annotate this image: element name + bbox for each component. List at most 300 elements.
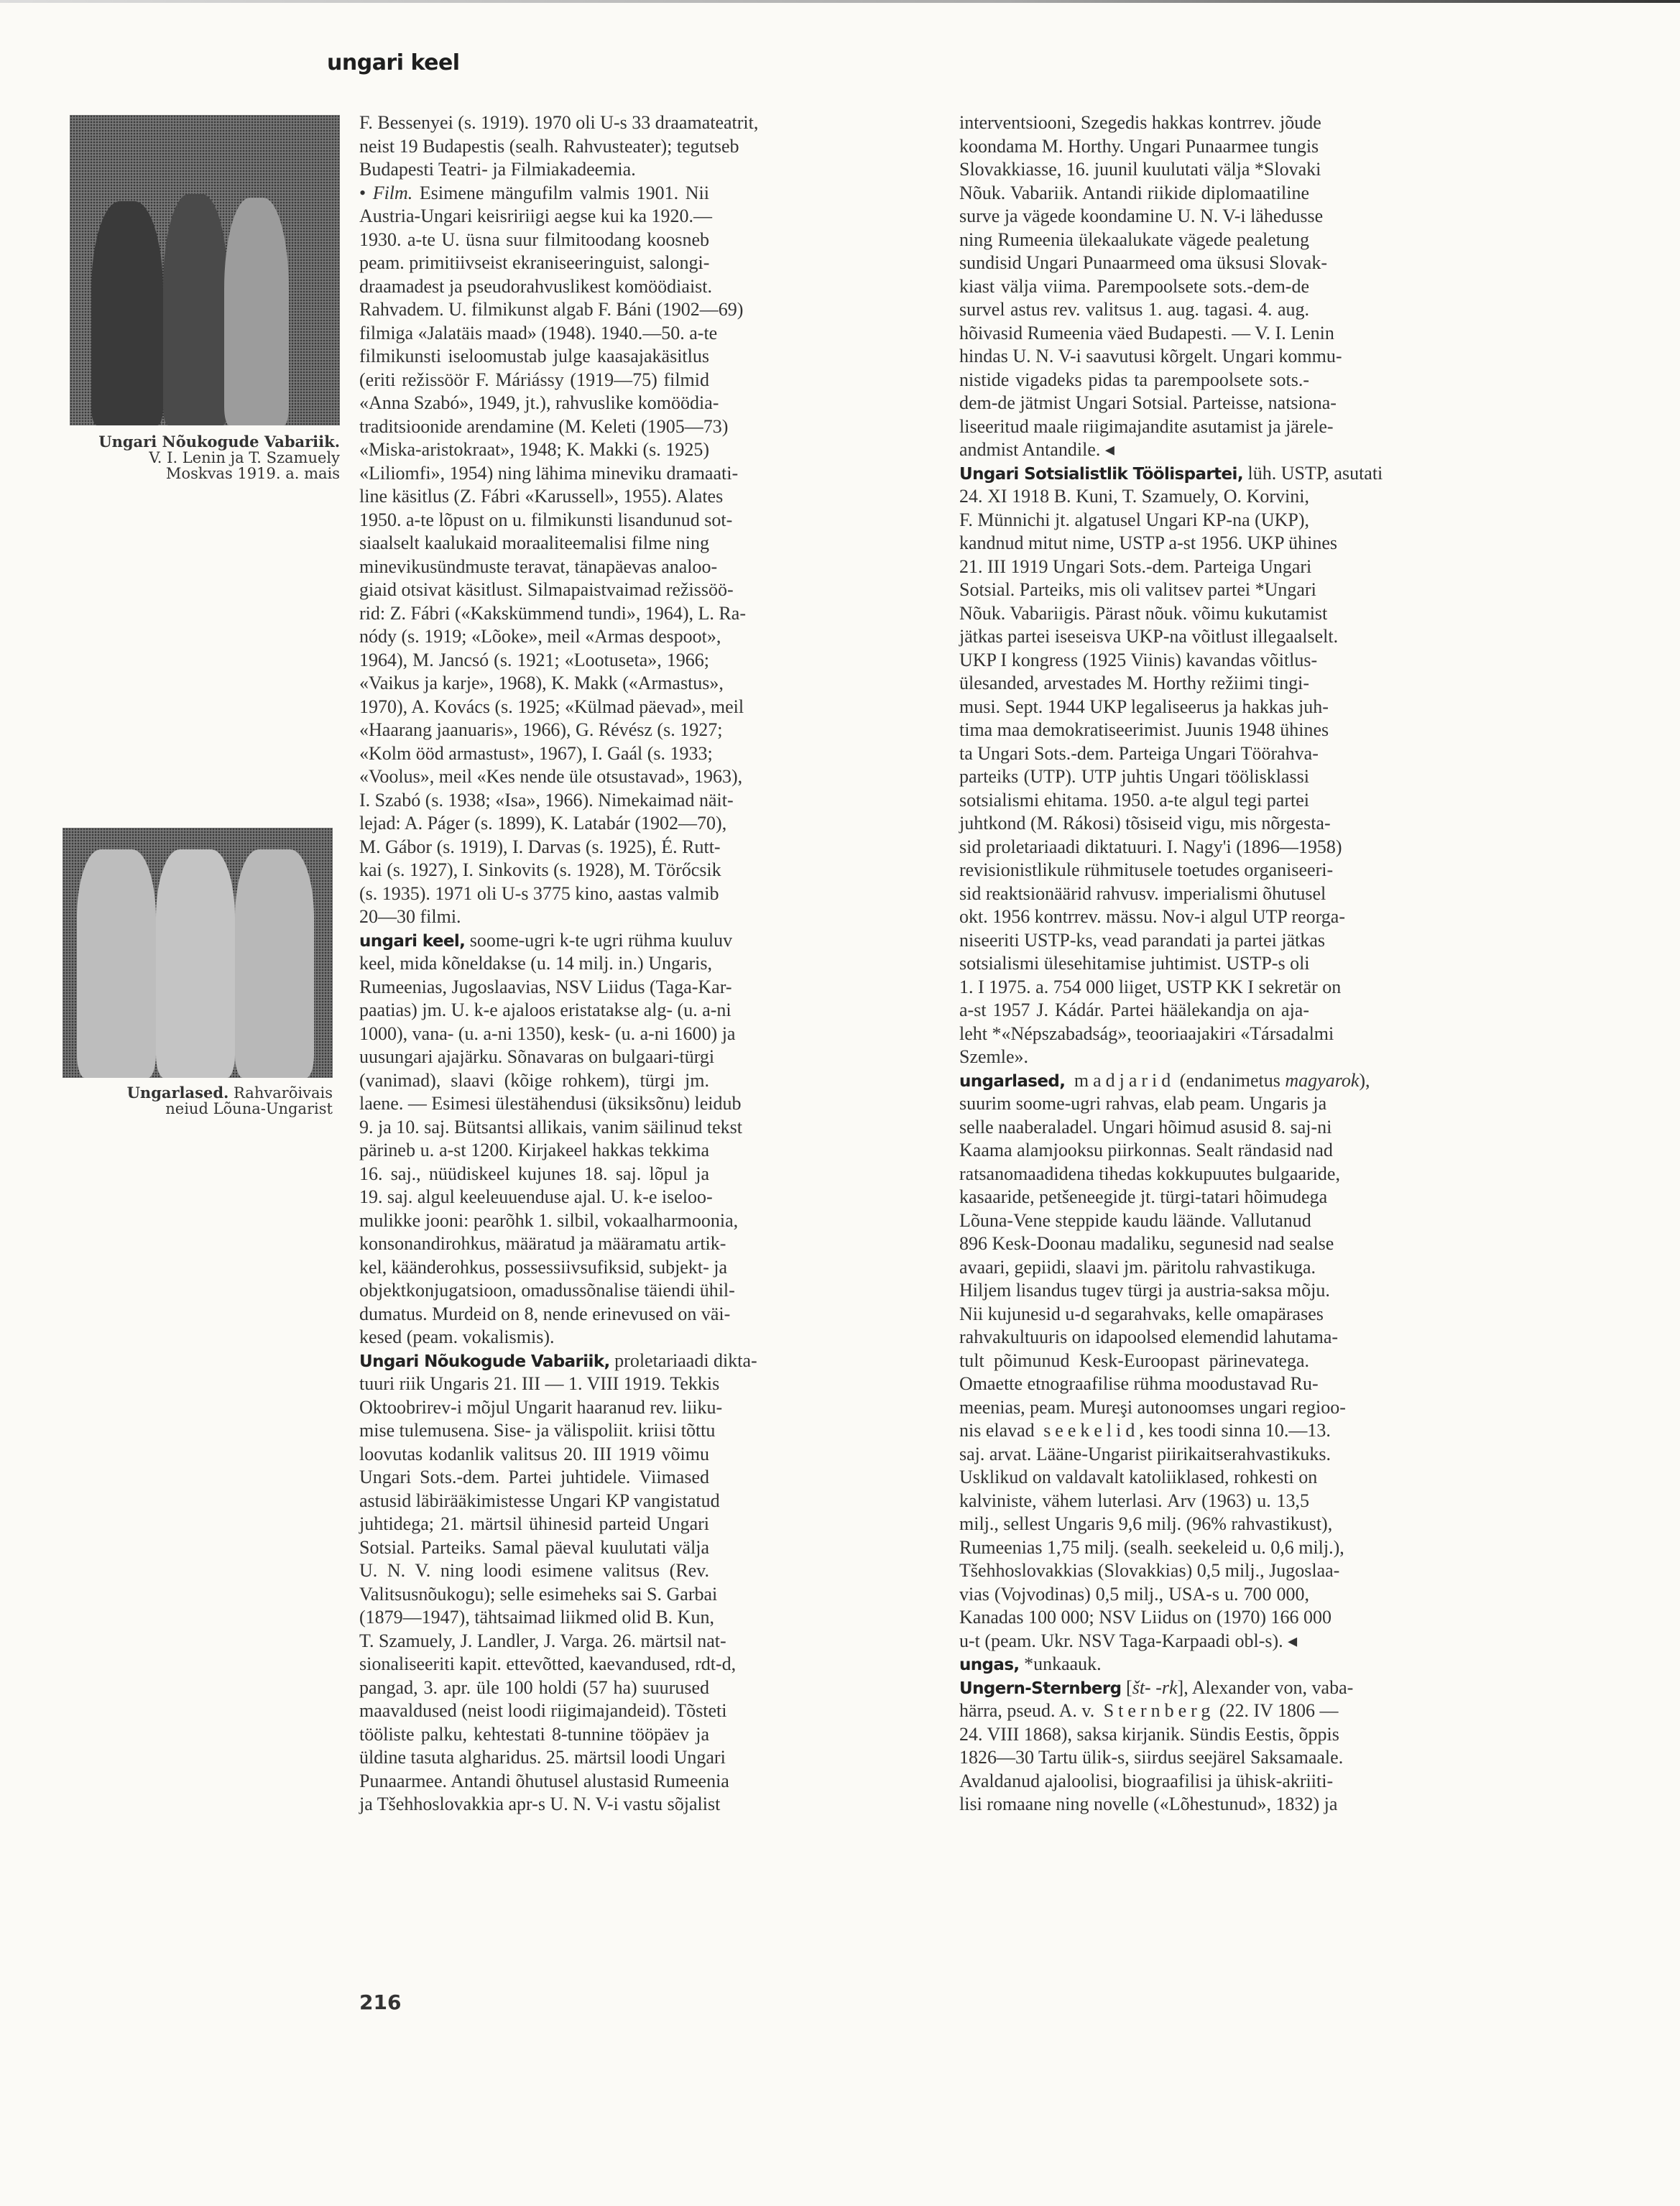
text-run: «Voolus», meil «Kes nende üle otsustavad», 1963), bbox=[359, 766, 743, 787]
text-line bbox=[959, 578, 1316, 602]
italic-term: št- -rk bbox=[1132, 1676, 1178, 1698]
text-run: sid proletariaadi diktatuuri. I. Nagy'i (1896—1958) bbox=[959, 836, 1342, 857]
text-run: UKP I kongress (1925 Viinis) kavandas võitlus- bbox=[959, 649, 1318, 670]
text-line bbox=[359, 1163, 709, 1186]
text-line bbox=[359, 649, 709, 673]
text-line bbox=[359, 1092, 742, 1116]
text-line bbox=[359, 345, 709, 369]
text-line bbox=[359, 182, 709, 206]
text-run: Budapesti Teatri- ja Filmiakadeemia. bbox=[359, 159, 636, 180]
text-run: 1964), M. Jancsó (s. 1921; «Lootuseta», 1966; bbox=[359, 649, 709, 670]
text-line bbox=[959, 1163, 1340, 1186]
text-line bbox=[959, 1466, 1318, 1490]
entry-headword: Ungern-Sternberg bbox=[959, 1679, 1122, 1698]
text-line bbox=[959, 369, 1309, 392]
text-run: ), bbox=[1359, 1069, 1370, 1091]
text-line bbox=[959, 438, 1309, 462]
text-run: kalviniste, vähem luterlasi. Arv (1963) u. 13,5 bbox=[959, 1490, 1309, 1511]
text-line bbox=[959, 765, 1309, 789]
text-line bbox=[959, 1372, 1319, 1396]
text-run: 1826—30 Tartu ülik-s, siirdus seejärel Saksamaale. bbox=[959, 1747, 1344, 1768]
text-run: siaalselt kaalukaid moraaliteemalisi filme ning bbox=[359, 532, 709, 553]
text-line bbox=[359, 1232, 726, 1256]
text-line bbox=[359, 1256, 727, 1280]
text-line bbox=[959, 1536, 1344, 1560]
text-line bbox=[359, 111, 759, 135]
text-line bbox=[359, 742, 713, 766]
text-line bbox=[359, 415, 729, 439]
text-run: Nõuk. Vabariigis. Pärast nõuk. võimu kukutamist bbox=[959, 602, 1328, 624]
text-run: Rahvadem. U. filmikunst algab F. Báni (1902—69) bbox=[359, 299, 744, 320]
text-line bbox=[959, 1770, 1334, 1794]
text-run: «Kolm ööd armastust», 1967), I. Gaál (s. 1933; bbox=[359, 742, 713, 764]
scan-edge bbox=[0, 0, 1680, 3]
text-line bbox=[959, 555, 1312, 579]
text-run: 9. ja 10. saj. Bütsantsi allikais, vanim säilinud tekst bbox=[359, 1116, 742, 1137]
spaced-term: seekelid bbox=[1034, 1420, 1140, 1441]
text-line bbox=[359, 1023, 736, 1046]
text-line bbox=[959, 509, 1309, 532]
text-line bbox=[959, 905, 1345, 929]
caption-title: Ungari Nõukogude Vabariik. bbox=[98, 433, 340, 451]
text-line bbox=[359, 789, 734, 813]
text-line bbox=[359, 882, 719, 906]
text-line bbox=[359, 1723, 709, 1747]
text-line bbox=[959, 672, 1309, 696]
text-run: parteiks (UTP). UTP juhtis Ungari töölisklassi bbox=[959, 766, 1309, 787]
text-run: milj., sellest Ungaris 9,6 milj. (96% rahvastikust), bbox=[959, 1513, 1333, 1534]
text-line bbox=[359, 1606, 714, 1630]
text-line bbox=[359, 696, 744, 719]
text-line bbox=[359, 1279, 735, 1303]
figure-caption bbox=[65, 434, 340, 481]
text-line bbox=[959, 1232, 1334, 1256]
text-line bbox=[959, 275, 1309, 299]
text-line bbox=[359, 905, 709, 929]
photo-folk-costume-girls bbox=[63, 828, 333, 1078]
text-run: Tšehhoslovakkias (Slovakkias) 0,5 milj., Jugoslaa- bbox=[959, 1560, 1340, 1581]
text-run: «Liliomfi», 1954) ning lähima mineviku dramaati- bbox=[359, 462, 739, 484]
text-run: härra, pseud. A. v. bbox=[959, 1700, 1095, 1721]
text-run: tult põimunud Kesk-Euroopast pärinevatega. bbox=[959, 1349, 1309, 1371]
caption-title: Ungarlased. bbox=[126, 1084, 229, 1102]
text-run: 20—30 filmi. bbox=[359, 906, 461, 927]
text-run: lisi romaane ning novelle («Lõhestunud», 1832) ja bbox=[959, 1794, 1338, 1814]
text-run: mulikke jooni: pearõhk 1. silbil, vokaalharmoonia, bbox=[359, 1209, 739, 1231]
text-line bbox=[359, 952, 713, 976]
text-line bbox=[959, 182, 1309, 206]
text-line bbox=[359, 976, 732, 1000]
text-run: selle naaberaladel. Ungari hõimud asusid 8. saj-ni bbox=[959, 1116, 1332, 1137]
text-run: 1950. a-te lõpust on u. filmikunsti lisandunud sot- bbox=[359, 509, 733, 530]
text-line bbox=[959, 322, 1334, 346]
text-run: peam. primitiivseist ekraniseeringuist, salongi- bbox=[359, 252, 710, 273]
text-run: Rumeenias, Jugoslaavias, NSV Liidus (Taga-Kar- bbox=[359, 976, 732, 997]
text-run: neist 19 Budapestis (sealh. Rahvusteater); tegutseb bbox=[359, 135, 739, 157]
text-run: liseeritud maale riigimajandite asutamist ja järele- bbox=[959, 415, 1334, 437]
text-line bbox=[959, 789, 1309, 813]
text-line bbox=[359, 298, 744, 322]
caption-line: Rahvarõivais bbox=[234, 1084, 333, 1102]
text-run: survel astus rev. valitsus 1. aug. tagasi. 4. aug. bbox=[959, 299, 1309, 320]
text-line bbox=[959, 1490, 1309, 1513]
text-line bbox=[359, 1046, 715, 1069]
text-line bbox=[359, 485, 724, 509]
text-run: proletariaadi dikta- bbox=[609, 1349, 757, 1371]
entry-line-headword bbox=[359, 1349, 757, 1373]
section-label: Film. bbox=[372, 182, 413, 203]
text-run: revisionistlikule rühmitusele toetudes organiseeri- bbox=[959, 859, 1334, 880]
text-run: giaid otsivat käsitlust. Silmapaistvaimad režissöö- bbox=[359, 579, 734, 600]
text-line bbox=[959, 1326, 1339, 1349]
entry-line-headword bbox=[959, 1676, 1354, 1700]
entry-line-headword bbox=[959, 1653, 1309, 1676]
photo-figure bbox=[77, 849, 156, 1078]
text-line bbox=[359, 999, 731, 1023]
text-run: paatias) jm. U. k-e ajaloos eristatakse alg- (u. a-ni bbox=[359, 1000, 731, 1020]
text-line bbox=[359, 1419, 716, 1443]
text-line bbox=[359, 812, 727, 836]
text-run: sid reaktsionäärid rahvusv. imperialismi õhutusel bbox=[959, 882, 1326, 904]
text-line bbox=[959, 1746, 1344, 1770]
text-run: Rumeenias 1,75 milj. (sealh. seekeleid u. 0,6 milj.), bbox=[959, 1536, 1344, 1558]
text-line bbox=[359, 672, 724, 696]
text-line bbox=[359, 1139, 709, 1163]
text-line bbox=[959, 812, 1331, 836]
text-run: nódy (s. 1919; «Lõoke», meil «Armas despoot», bbox=[359, 626, 721, 647]
text-line bbox=[959, 111, 1321, 135]
text-run: 1. I 1975. a. 754 000 liiget, USTP KK I sekretär on bbox=[959, 976, 1342, 997]
text-line bbox=[959, 532, 1338, 555]
text-line bbox=[959, 485, 1309, 509]
text-line bbox=[359, 1326, 709, 1349]
text-line bbox=[359, 1186, 713, 1209]
caption-line: V. I. Lenin ja T. Szamuely bbox=[149, 449, 340, 466]
text-line bbox=[959, 1139, 1333, 1163]
text-run: filmikunsti iseloomustab julge kaasajakäsitlus bbox=[359, 346, 709, 366]
text-run: traditsioonide arendamine (M. Keleti (1905—73) bbox=[359, 415, 729, 437]
text-run: Austria-Ungari keisririigi aegse kui ka 1920.— bbox=[359, 206, 712, 226]
text-run: (1879—1947), tähtsaimad liikmed olid B. Kun, bbox=[359, 1607, 714, 1628]
text-run: Nii kujunesid u-d segarahvaks, kelle omapärases bbox=[959, 1303, 1324, 1324]
text-run: 24. XI 1918 B. Kuni, T. Szamuely, O. Korvini, bbox=[959, 486, 1309, 507]
text-line bbox=[359, 1443, 709, 1467]
text-line bbox=[359, 205, 712, 229]
page-number: 216 bbox=[359, 1990, 402, 2014]
text-line bbox=[959, 976, 1342, 1000]
text-run: Ungari Sots.-dem. Partei juhtidele. Viimased bbox=[359, 1467, 709, 1487]
text-run: mise tulemusena. Sise- ja välispoliit. kriisi tõttu bbox=[359, 1420, 716, 1441]
text-line bbox=[359, 532, 709, 555]
text-line bbox=[959, 1419, 1331, 1443]
text-run: astusid läbirääkimistesse Ungari KP vangistatud bbox=[359, 1490, 720, 1511]
text-line bbox=[959, 229, 1309, 252]
text-line bbox=[359, 555, 718, 579]
text-line bbox=[959, 882, 1326, 906]
text-line bbox=[359, 1676, 709, 1700]
caption-line: neiud Lõuna-Ungarist bbox=[165, 1100, 333, 1117]
text-run: sotsialismi ülesehitamise juhtimist. USTP-s oli bbox=[959, 953, 1310, 974]
text-run: 19. saj. algul keeleuuenduse ajal. U. k-e iseloo- bbox=[359, 1186, 713, 1207]
text-line bbox=[359, 229, 709, 252]
text-run: leht *«Népszabadság», teooriaajakiri «Társadalmi bbox=[959, 1023, 1334, 1044]
text-line bbox=[959, 1583, 1309, 1607]
text-run: suurim soome-ugri rahvas, elab peam. Ungaris ja bbox=[959, 1093, 1327, 1114]
text-line bbox=[359, 275, 713, 299]
text-line bbox=[959, 1186, 1328, 1209]
text-run: ja Tšehhoslovakkia apr-s U. N. V-i vastu sõjalist bbox=[359, 1794, 721, 1814]
text-line bbox=[959, 1699, 1339, 1723]
text-run: juhtidega; 21. märtsil ühinesid parteid Ungari bbox=[359, 1513, 709, 1534]
text-column-middle bbox=[359, 111, 759, 1817]
text-line bbox=[359, 602, 746, 626]
text-run: maavaldused (neist loodi riigimajandeid). Tõsteti bbox=[359, 1700, 727, 1721]
text-run: dumatus. Murdeid on 8, nende erinevused on väi- bbox=[359, 1303, 731, 1324]
text-run: (endanimetus bbox=[1175, 1069, 1286, 1091]
text-run: Hiljem lisandus tugev türgi ja austria-saksa mõju. bbox=[959, 1280, 1330, 1301]
text-line bbox=[359, 625, 721, 649]
text-run: rid: Z. Fábri («Kakskümmend tundi», 1964), L. Ra- bbox=[359, 602, 746, 624]
text-run: jätkas partei iseseisva UKP-na võitlust illegaalselt. bbox=[959, 626, 1339, 647]
text-run: filmiga «Jalatäis maad» (1948). 1940.—50. a-te bbox=[359, 322, 718, 343]
text-run: a-st 1957 J. Kádár. Partei häälekandja on aja- bbox=[959, 1000, 1309, 1020]
text-line bbox=[359, 1746, 726, 1770]
text-run: kel, käänderohkus, possessiivsufiksid, subjekt- ja bbox=[359, 1256, 727, 1278]
photo-figure bbox=[235, 849, 314, 1078]
text-run: sundisid Ungari Punaarmeed oma üksusi Slovak- bbox=[959, 252, 1327, 273]
text-line bbox=[359, 1513, 709, 1536]
text-line bbox=[359, 1770, 729, 1794]
text-run: Sotsial. Parteiks. Samal päeval kuulutati välja bbox=[359, 1536, 709, 1558]
text-run: kandnud mitut nime, USTP a-st 1956. UKP ühines bbox=[959, 532, 1338, 553]
text-run: 1930. a-te U. üsna suur filmitoodang koosneb bbox=[359, 229, 709, 250]
text-run: F. Bessenyei (s. 1919). 1970 oli U-s 33 draamateatrit, bbox=[359, 112, 759, 133]
text-run: «Miska-aristokraat», 1948; K. Makki (s. 1925) bbox=[359, 439, 709, 460]
text-line bbox=[959, 1209, 1309, 1233]
entry-headword: ungari keel, bbox=[359, 931, 466, 951]
text-line bbox=[959, 1092, 1327, 1116]
text-run: Avaldanud ajaloolisi, biograafilisi ja ühisk-akriiti- bbox=[959, 1770, 1334, 1791]
text-run: «Anna Szabó», 1949, jt.), rahvuslike komöödia- bbox=[359, 392, 719, 413]
text-line bbox=[959, 742, 1319, 766]
text-run: tima maa demokratiseerimist. Juunis 1948 ühines bbox=[959, 719, 1329, 740]
text-run: musi. Sept. 1944 UKP legaliseerus ja hakkas juh- bbox=[959, 696, 1329, 717]
photo-figure bbox=[156, 849, 235, 1078]
photo-figure bbox=[91, 201, 163, 425]
text-run: Nõuk. Vabariik. Antandi riikide diplomaatiline bbox=[959, 182, 1309, 203]
text-line bbox=[359, 322, 718, 346]
text-run: uusungari ajajärku. Sõnavaras on bulgaari-türgi bbox=[359, 1046, 715, 1067]
text-run: saj. arvat. Lääne-Ungarist piirikaitserahvastikuks. bbox=[959, 1443, 1331, 1464]
text-line bbox=[959, 859, 1334, 882]
text-run: sionaliseeriti kapit. ettevõtted, kaevandused, rdt-d, bbox=[359, 1653, 737, 1674]
text-run: soome-ugri k-te ugri rühma kuuluv bbox=[465, 929, 733, 951]
text-run: kai (s. 1927), I. Sinkovits (s. 1928), M. Törőcsik bbox=[359, 859, 721, 880]
text-line bbox=[959, 1630, 1309, 1653]
text-line bbox=[959, 1256, 1316, 1280]
text-run: pärineb u. a-st 1200. Kirjakeel hakkas tekkima bbox=[359, 1140, 709, 1160]
entry-headword: ungarlased, bbox=[959, 1071, 1066, 1091]
text-run: T. Szamuely, J. Landler, J. Varga. 26. märtsil nat- bbox=[359, 1630, 726, 1651]
text-run: draamadest ja pseudorahvuslikest komöödiaist. bbox=[359, 275, 713, 297]
entry-line-headword bbox=[959, 1069, 1370, 1093]
text-run: Lõuna-Vene steppide kaudu läände. Vallutanud bbox=[959, 1209, 1311, 1231]
text-line bbox=[359, 462, 739, 486]
text-line bbox=[959, 392, 1337, 415]
text-run: konsonandirohkus, määratud ja määramatu artik- bbox=[359, 1233, 726, 1254]
text-run: Szemle». bbox=[959, 1046, 1029, 1067]
text-line bbox=[359, 1490, 720, 1513]
text-run: ], Alexander von, vaba- bbox=[1177, 1676, 1354, 1698]
text-run: koondama M. Horthy. Ungari Punaarmee tungis bbox=[959, 135, 1319, 157]
text-run: keel, mida kõneldakse (u. 14 milj. in.) Ungaris, bbox=[359, 953, 713, 974]
text-line bbox=[359, 438, 709, 462]
text-run: 21. III 1919 Ungari Sots.-dem. Parteiga Ungari bbox=[959, 555, 1312, 577]
text-run: ning Rumeenia ülekaalukate vägede pealetung bbox=[959, 229, 1309, 250]
text-line bbox=[959, 602, 1328, 626]
text-run: Slovakkiasse, 16. juunil kuulutati välja *Slovaki bbox=[959, 159, 1321, 180]
spaced-term: madjarid bbox=[1065, 1069, 1176, 1091]
text-run: laene. — Esimesi ülestähendusi (üksiksõnu) leidub bbox=[359, 1093, 742, 1114]
text-line bbox=[959, 1279, 1330, 1303]
text-line bbox=[959, 1723, 1339, 1747]
text-run: rahvakultuuris on idapoolsed elemendid lahutama- bbox=[959, 1326, 1339, 1347]
text-line bbox=[359, 369, 709, 392]
bullet-marker: • bbox=[359, 182, 373, 203]
text-line bbox=[359, 1699, 727, 1723]
text-line bbox=[359, 392, 719, 415]
text-run: nistide vigadeks pidas ta parempoolsete sots.- bbox=[959, 369, 1309, 390]
text-line bbox=[359, 1396, 723, 1420]
text-run: (vanimad), slaavi (kõige rohkem), türgi jm. bbox=[359, 1069, 709, 1091]
text-run: lüh. USTP, asutati bbox=[1242, 462, 1383, 484]
text-line bbox=[959, 1513, 1333, 1536]
text-line bbox=[959, 696, 1329, 719]
text-line bbox=[359, 251, 709, 275]
text-run: 24. VIII 1868), saksa kirjanik. Sündis Eestis, õppis bbox=[959, 1723, 1339, 1745]
text-run: [ bbox=[1121, 1676, 1132, 1698]
text-run: 1000), vana- (u. a-ni 1350), kesk- (u. a-ni 1600) ja bbox=[359, 1023, 736, 1044]
text-run: hõivasid Rumeenia väed Budapesti. — V. I. Lenin bbox=[959, 322, 1334, 343]
text-line bbox=[959, 625, 1339, 649]
text-line bbox=[959, 836, 1342, 859]
text-run: (22. IV 1806 — bbox=[1214, 1700, 1339, 1721]
entry-headword: Ungari Nõukogude Vabariik, bbox=[359, 1352, 610, 1371]
caption-line: Moskvas 1919. a. mais bbox=[165, 465, 340, 482]
text-run: sotsialismi ehitama. 1950. a-te algul tegi partei bbox=[959, 789, 1309, 811]
text-run: Punaarmee. Antandi õhutusel alustasid Rumeenia bbox=[359, 1770, 729, 1791]
figure-caption bbox=[43, 1085, 333, 1117]
text-run: Kaama alamjooksu piirkonnas. Sealt rändasid nad bbox=[959, 1140, 1333, 1160]
text-line bbox=[359, 1466, 709, 1490]
text-line bbox=[359, 765, 743, 789]
text-line bbox=[959, 952, 1309, 976]
text-line bbox=[959, 1349, 1309, 1373]
text-run: Valitsusnõukogu); selle esimeheks sai S. Garbai bbox=[359, 1583, 718, 1605]
text-run: ta Ungari Sots.-dem. Parteiga Ungari Töörahva- bbox=[959, 742, 1319, 764]
text-run: minevikusündmuste teravat, tänapäevas analoo- bbox=[359, 555, 718, 577]
text-run: I. Szabó (s. 1938; «Isa», 1966). Nimekaimad näit- bbox=[359, 789, 734, 811]
text-line bbox=[959, 251, 1327, 275]
entry-line-headword bbox=[959, 462, 1383, 486]
text-run: Esimene mängufilm valmis 1901. Nii bbox=[412, 182, 709, 203]
spaced-term: Sternberg bbox=[1094, 1700, 1215, 1721]
text-line bbox=[959, 345, 1342, 369]
text-run: kasaaride, petšeneegide jt. türgi-tatari hõimudega bbox=[959, 1186, 1328, 1207]
text-line bbox=[959, 158, 1321, 182]
text-line bbox=[359, 1653, 737, 1676]
text-run: interventsiooni, Szegedis hakkas kontrrev. jõude bbox=[959, 112, 1321, 133]
text-run: 1970), A. Kovács (s. 1925; «Külmad päevad», meil bbox=[359, 696, 744, 717]
text-line bbox=[959, 649, 1318, 673]
text-run: , kes toodi sinna 10.—13. bbox=[1139, 1420, 1331, 1441]
text-run: ratsanomaadidena tihedas kokkupuutes bulgaaride, bbox=[959, 1163, 1340, 1184]
text-line bbox=[359, 578, 734, 602]
text-run: tööliste palku, kehtestati 8-tunnine tööpäev ja bbox=[359, 1723, 709, 1745]
text-run: meenias, peam. Mureşi autonoomses ungari regioo- bbox=[959, 1396, 1346, 1418]
text-run: «Haarang jaanuaris», 1966), G. Révész (s. 1927; bbox=[359, 719, 723, 740]
text-line bbox=[959, 1046, 1309, 1069]
text-line bbox=[959, 1606, 1332, 1630]
text-line bbox=[359, 1372, 720, 1396]
text-line bbox=[959, 999, 1309, 1023]
text-line bbox=[359, 1583, 718, 1607]
text-run: Oktoobrirev-i mõjul Ungarit haaranud rev. liiku- bbox=[359, 1396, 723, 1418]
text-line bbox=[959, 1793, 1338, 1817]
text-line bbox=[359, 135, 739, 159]
text-line bbox=[359, 1630, 726, 1653]
text-line bbox=[959, 298, 1309, 322]
entry-headword: ungas, bbox=[959, 1656, 1020, 1674]
text-line bbox=[959, 1559, 1340, 1583]
text-run: loovutas kodanlik valitsus 20. III 1919 võimu bbox=[359, 1443, 709, 1464]
text-run: vias (Vojvodinas) 0,5 milj., USA-s u. 700 000, bbox=[959, 1583, 1309, 1605]
text-line bbox=[359, 836, 721, 859]
entry-headword: Ungari Sotsialistlik Töölispartei, bbox=[959, 464, 1243, 484]
text-line bbox=[959, 1116, 1332, 1140]
text-line bbox=[359, 1209, 739, 1233]
text-run: andmist Antandile. ◂ bbox=[959, 439, 1114, 460]
text-line bbox=[959, 415, 1334, 439]
text-line bbox=[959, 719, 1329, 742]
text-run: Usklikud on valdavalt katoliiklased, rohkesti on bbox=[959, 1467, 1318, 1487]
text-line bbox=[359, 1793, 721, 1817]
text-run: tuuri riik Ungaris 21. III — 1. VIII 1919. Tekkis bbox=[359, 1373, 720, 1394]
text-line bbox=[359, 859, 721, 882]
photo-lenin-szamuely bbox=[70, 115, 340, 425]
text-run: objektkonjugatsioon, omadussõnalise täiendi ühil- bbox=[359, 1280, 735, 1301]
text-run: u-t (peam. Ukr. NSV Taga-Karpaadi obl-s). ◂ bbox=[959, 1630, 1298, 1651]
photo-figure bbox=[224, 198, 289, 425]
text-run: line käsitlus (Z. Fábri «Karussell», 1955). Alates bbox=[359, 486, 724, 507]
text-run: kesed (peam. vokalismis). bbox=[359, 1326, 555, 1347]
italic-term: magyarok bbox=[1285, 1069, 1360, 1091]
text-run: üldine tasuta algharidus. 25. märtsil loodi Ungari bbox=[359, 1747, 726, 1768]
text-line bbox=[359, 1559, 709, 1583]
text-run: (eriti režissöör F. Máriássy (1919—75) filmid bbox=[359, 369, 709, 390]
text-line bbox=[359, 1536, 709, 1560]
text-run: avaari, gepiidi, slaavi jm. päritolu rahvastikuga. bbox=[959, 1256, 1316, 1278]
entry-line-headword bbox=[359, 929, 733, 953]
text-run: kiast välja viima. Parempoolsete sots.-dem-de bbox=[959, 275, 1309, 297]
text-run: surve ja vägede koondamine U. N. V-i lähedusse bbox=[959, 206, 1324, 226]
text-run: juhtkond (M. Rákosi) tõsiseid vigu, mis nõrgesta- bbox=[959, 813, 1331, 834]
text-line bbox=[959, 929, 1326, 953]
text-run: *unkaauk. bbox=[1019, 1653, 1102, 1674]
text-run: pangad, 3. apr. üle 100 holdi (57 ha) suurused bbox=[359, 1676, 709, 1698]
text-run: niseeriti USTP-ks, vead parandati ja partei jätkas bbox=[959, 929, 1326, 951]
running-head: ungari keel bbox=[327, 50, 460, 75]
